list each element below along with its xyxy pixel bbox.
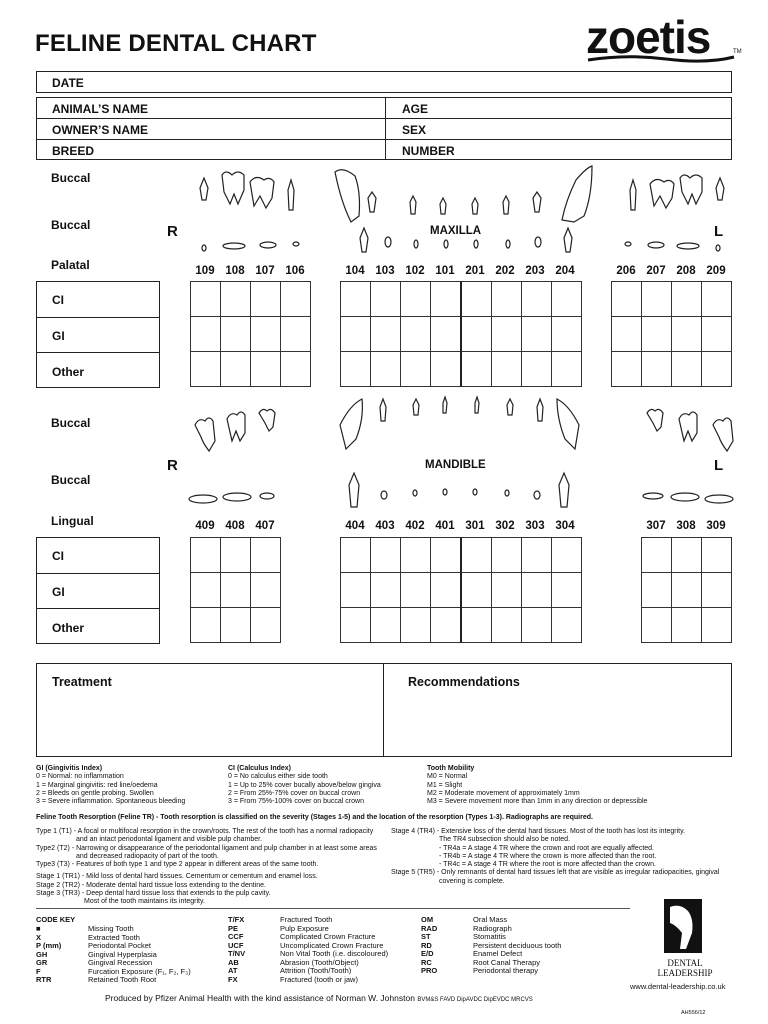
tooth-number: 404 (345, 520, 365, 532)
maxilla-ci-label: CI (52, 293, 64, 307)
grid-cell[interactable] (401, 538, 431, 573)
tr-line: Stage 5 (TR5) - Only remnants of dental hard tissues left that are visible as irregular radiopacities, gingival (391, 869, 720, 877)
grid-cell[interactable] (672, 352, 702, 387)
grid-cell[interactable] (341, 538, 371, 573)
logo-swoosh-icon (586, 52, 736, 66)
mandible-right-marker: R (167, 457, 178, 474)
grid-cell[interactable] (251, 573, 281, 608)
ci-legend-item: 2 = From 25%-75% cover on buccal crown (228, 789, 361, 797)
maxilla-gi-label: GI (52, 329, 65, 343)
code-key: GH (36, 949, 48, 959)
tr-line: Most of the tooth maintains its integrity. (84, 898, 205, 906)
code-key: PE (228, 923, 239, 933)
tr-line: and an intact periodontal ligament and visible pulp chamber. (76, 836, 263, 844)
code-desc: Attrition (Tooth/Tooth) (280, 966, 352, 975)
code-key: GR (36, 958, 48, 967)
code-desc: Complicated Crown Fracture (280, 932, 376, 941)
grid-cell[interactable] (401, 317, 431, 352)
maxilla-right-numbers (190, 265, 310, 277)
tr-line: Stage 2 (TR2) - Moderate dental hard tissue loss extending to the dentine. (36, 881, 266, 889)
chart-title: FELINE DENTAL CHART (35, 30, 317, 57)
grid-cell[interactable] (251, 282, 281, 317)
gi-legend-item: 0 = Normal: no inflammation (36, 773, 124, 781)
grid-cell[interactable] (552, 282, 582, 317)
code-key: RTR (36, 975, 52, 984)
grid-cell[interactable] (642, 282, 672, 317)
tooth-number: 208 (676, 265, 696, 277)
ci-legend (228, 765, 423, 806)
maxilla-buccal-label-2: Buccal (51, 218, 91, 232)
code-desc: Missing Tooth (88, 924, 134, 933)
tr-stages-legend (391, 828, 736, 886)
grid-cell[interactable] (401, 608, 431, 643)
maxilla-palatal-label: Palatal (51, 258, 90, 272)
tooth-number: 108 (225, 265, 245, 277)
tr-line: and decreased radiopacity of part of the tooth. (76, 852, 219, 860)
grid-cell[interactable] (341, 352, 371, 387)
grid-cell[interactable] (401, 282, 431, 317)
mandible-gi-label: GI (52, 585, 65, 599)
grid-cell[interactable] (552, 608, 582, 643)
maxilla-other-label: Other (52, 365, 85, 379)
grid-cell[interactable] (191, 608, 221, 643)
tooth-number: 202 (495, 265, 515, 277)
code-desc: Persistent deciduous tooth (473, 940, 562, 950)
mandible-lingual-label: Lingual (51, 514, 94, 528)
grid-cell[interactable] (672, 538, 702, 573)
grid-cell[interactable] (341, 573, 371, 608)
grid-cell[interactable] (552, 573, 582, 608)
tooth-number: 408 (225, 520, 245, 532)
age-field[interactable]: AGE (402, 102, 429, 116)
code-desc: Abrasion (Tooth/Object) (280, 957, 359, 967)
produced-text: Produced by Pfizer Animal Health with the kind assistance of Norman W. Johnston (105, 993, 415, 1003)
maxilla-left-numbers (611, 265, 731, 277)
tr-line: - TR4b = A stage 4 TR where the crown is more affected than the root. (439, 852, 657, 860)
grid-cell[interactable] (702, 573, 732, 608)
ci-legend-item: 3 = From 75%-100% cover on buccal crown (228, 798, 364, 806)
tooth-number: 104 (345, 265, 365, 277)
tooth-number: 101 (435, 265, 455, 277)
date-box[interactable] (36, 71, 732, 93)
gi-legend-item: 1 = Marginal gingivitis: red line/oedema (36, 781, 158, 789)
code-desc: Extracted Tooth (88, 932, 140, 942)
code-desc: Furcation Exposure (F₁, F₂, F₃) (88, 966, 191, 976)
gi-legend-item: 3 = Severe inflammation. Spontaneous bleeding (36, 798, 186, 806)
grid-cell[interactable] (431, 538, 462, 573)
maxilla-right-marker: R (167, 223, 178, 240)
code-key: PRO (421, 966, 438, 975)
mobility-legend-item: M0 = Normal (427, 773, 468, 781)
reference-code: AH556/12 (681, 1010, 706, 1016)
grid-cell[interactable] (371, 608, 401, 643)
grid-cell[interactable] (642, 317, 672, 352)
grid-cell[interactable] (431, 352, 462, 387)
mandible-right-grid[interactable] (190, 537, 281, 643)
grid-cell[interactable] (702, 538, 732, 573)
grid-cell[interactable] (191, 352, 221, 387)
ci-legend-title: CI (Calculus Index) (228, 765, 292, 772)
code-key: CCF (228, 932, 244, 941)
tr-line: Stage 3 (TR3) - Deep dental hard tissue loss that extends to the pulp cavity. (36, 890, 271, 898)
tr-line: Type2 (T2) - Narrowing or disappearance of the periodontal ligament and pulp chamber in at least some areas (36, 844, 377, 852)
grid-cell[interactable] (492, 538, 522, 573)
code-desc: Gingival Hyperplasia (88, 949, 157, 959)
code-desc: Fractured Tooth (280, 915, 333, 924)
mobility-legend (427, 765, 727, 806)
grid-cell[interactable] (702, 608, 732, 643)
tr-line: covering is complete. (439, 877, 505, 885)
grid-cell[interactable] (522, 608, 552, 643)
grid-cell[interactable] (461, 573, 492, 608)
code-missing-tooth-icon: ■ (36, 924, 41, 933)
code-key: T/FX (228, 915, 245, 924)
tooth-number: 403 (375, 520, 395, 532)
grid-cell[interactable] (492, 352, 522, 387)
tr-line: Stage 1 (TR1) - Mild loss of dental hard tissues. Cementum or cementum and enamel loss. (36, 873, 318, 881)
recommendations-field[interactable] (386, 694, 729, 754)
tooth-number: 303 (525, 520, 545, 532)
code-key: ST (421, 932, 431, 941)
dental-leadership-logo-icon (662, 897, 704, 955)
tr-line: The TR4 subsection should also be noted. (439, 836, 571, 844)
tooth-number: 103 (375, 265, 395, 277)
recommendations-label: Recommendations (408, 675, 520, 689)
grid-cell[interactable] (672, 573, 702, 608)
code-key: FX (228, 974, 238, 984)
mandible-row-labels (36, 537, 160, 644)
maxilla-left-grid[interactable] (611, 281, 732, 387)
mandible-left-numbers (641, 520, 731, 532)
grid-cell[interactable] (642, 538, 672, 573)
tooth-number: 308 (676, 520, 696, 532)
tooth-number: 309 (706, 520, 726, 532)
owner-name-field[interactable]: OWNER’S NAME (52, 123, 148, 137)
grid-cell[interactable] (522, 538, 552, 573)
grid-cell[interactable] (251, 317, 281, 352)
grid-cell[interactable] (461, 352, 492, 387)
grid-cell[interactable] (642, 573, 672, 608)
maxilla-buccal-label-1: Buccal (51, 171, 91, 185)
code-desc: Non Vital Tooth (i.e. discoloured) (280, 949, 389, 958)
grid-cell[interactable] (461, 608, 492, 643)
grid-cell[interactable] (702, 282, 732, 317)
grid-cell[interactable] (401, 573, 431, 608)
grid-cell[interactable] (492, 317, 522, 352)
code-desc: Oral Mass (473, 915, 508, 924)
grid-cell[interactable] (281, 317, 311, 352)
mandible-right-numbers (190, 520, 280, 532)
code-desc: Uncomplicated Crown Fracture (280, 940, 384, 950)
grid-cell[interactable] (492, 573, 522, 608)
mobility-legend-item: M2 = Moderate movement of approximately 1mm (427, 789, 580, 797)
grid-cell[interactable] (221, 282, 251, 317)
grid-cell[interactable] (341, 317, 371, 352)
mandible-ci-label: CI (52, 549, 64, 563)
code-desc: Periodontal therapy (473, 966, 539, 975)
mandible-left-marker: L (714, 457, 724, 474)
tr-types-legend (36, 828, 391, 907)
tr-line: Type3 (T3) - Features of both type 1 and type 2 appear in different areas of the same tooth. (36, 861, 319, 869)
grid-cell[interactable] (341, 282, 371, 317)
maxilla-teeth-diagram (190, 160, 750, 260)
grid-cell[interactable] (431, 282, 462, 317)
notes-box (36, 663, 732, 757)
code-key: P (mm) (36, 941, 62, 950)
grid-cell[interactable] (522, 317, 552, 352)
ci-legend-item: 0 = No calculus either side tooth (228, 773, 328, 781)
grid-cell[interactable] (221, 317, 251, 352)
mandible-other-label: Other (52, 621, 85, 635)
maxilla-mid-grid[interactable] (340, 281, 582, 387)
tooth-number: 302 (495, 520, 515, 532)
grid-cell[interactable] (191, 573, 221, 608)
grid-cell[interactable] (642, 352, 672, 387)
grid-cell[interactable] (191, 282, 221, 317)
grid-cell[interactable] (672, 317, 702, 352)
code-key: UCF (228, 940, 244, 950)
code-desc: Radiograph (473, 923, 512, 933)
breed-field[interactable]: BREED (52, 144, 95, 158)
code-key-col2 (228, 916, 418, 984)
tooth-number: 102 (405, 265, 425, 277)
grid-cell[interactable] (642, 608, 672, 643)
grid-cell[interactable] (492, 608, 522, 643)
tooth-number: 402 (405, 520, 425, 532)
grid-cell[interactable] (612, 282, 642, 317)
patient-info-box (36, 97, 732, 160)
maxilla-label: MAXILLA (430, 225, 482, 237)
code-key-title: CODE KEY (36, 915, 76, 924)
mandible-buccal-label-2: Buccal (51, 473, 91, 487)
tooth-number: 107 (255, 265, 275, 277)
mandible-left-grid[interactable] (641, 537, 732, 643)
tooth-number: 203 (525, 265, 545, 277)
grid-cell[interactable] (251, 608, 281, 643)
tr-line: Type 1 (T1) - A focal or multifocal resorption in the crown/roots. The rest of the tooth has a normal radiopacity (36, 828, 374, 835)
grid-cell[interactable] (251, 538, 281, 573)
tooth-number: 409 (195, 520, 215, 532)
mandible-mid-numbers (340, 520, 580, 532)
grid-cell[interactable] (702, 317, 732, 352)
grid-cell[interactable] (461, 317, 492, 352)
tooth-number: 209 (706, 265, 726, 277)
animal-name-field[interactable]: ANIMAL’S NAME (52, 102, 148, 116)
grid-cell[interactable] (702, 352, 732, 387)
maxilla-mid-numbers (340, 265, 580, 277)
code-key-col1 (36, 925, 226, 985)
credentials-text: BVM&S FAVD DipAVDC DipEVDC MRCVS (417, 997, 533, 1003)
grid-cell[interactable] (371, 282, 401, 317)
tooth-number: 201 (465, 265, 485, 277)
grid-cell[interactable] (522, 352, 552, 387)
grid-cell[interactable] (401, 352, 431, 387)
grid-cell[interactable] (371, 352, 401, 387)
tooth-number: 109 (195, 265, 215, 277)
grid-cell[interactable] (612, 317, 642, 352)
code-key: RD (421, 940, 432, 950)
code-key: T/NV (228, 949, 246, 958)
code-key: AB (228, 957, 239, 967)
code-key: E/D (421, 949, 434, 958)
code-desc: Fractured (tooth or jaw) (280, 974, 358, 984)
grid-cell[interactable] (221, 352, 251, 387)
code-desc: Periodontal Pocket (88, 941, 151, 950)
tr-line: - TR4a = A stage 4 TR where the crown and root are equally affected. (439, 844, 654, 852)
tooth-number: 207 (646, 265, 666, 277)
tr-title: Feline Tooth Resorption (Feline TR) - Tooth resorption is classified on the severity (Stages 1-5) and the location of the resorption (Types 1-3). Radiographs are required. (36, 814, 593, 821)
grid-cell[interactable] (431, 573, 462, 608)
tooth-number: 206 (616, 265, 636, 277)
number-field[interactable]: NUMBER (402, 144, 455, 158)
mandible-buccal-label-1: Buccal (51, 416, 91, 430)
maxilla-row-labels (36, 281, 160, 388)
mobility-legend-item: M1 = Slight (427, 781, 463, 789)
divider (36, 908, 630, 909)
grid-cell[interactable] (461, 282, 492, 317)
trademark: TM (733, 49, 742, 55)
website-link[interactable]: www.dental-leadership.co.uk (630, 982, 726, 991)
grid-cell[interactable] (221, 538, 251, 573)
grid-cell[interactable] (552, 352, 582, 387)
sex-field[interactable]: SEX (402, 123, 427, 137)
code-key: AT (228, 966, 238, 975)
code-key-col3 (421, 916, 621, 976)
treatment-label: Treatment (52, 675, 112, 689)
grid-cell[interactable] (281, 352, 311, 387)
produced-credit (105, 993, 533, 1003)
grid-cell[interactable] (251, 352, 281, 387)
dl-word-2: LEADERSHIP (657, 968, 713, 978)
code-desc: Retained Tooth Root (88, 975, 157, 984)
grid-cell[interactable] (371, 317, 401, 352)
grid-cell[interactable] (522, 573, 552, 608)
tooth-number: 401 (435, 520, 455, 532)
grid-cell[interactable] (431, 608, 462, 643)
tooth-number: 204 (555, 265, 575, 277)
code-desc: Gingival Recession (88, 958, 153, 967)
code-key: X (36, 932, 42, 942)
code-desc: Root Canal Therapy (473, 957, 540, 967)
grid-cell[interactable] (371, 538, 401, 573)
gi-legend-title: GI (Gingivitis Index) (36, 765, 103, 772)
tooth-number: 307 (646, 520, 666, 532)
maxilla-right-grid[interactable] (190, 281, 311, 387)
grid-cell[interactable] (522, 282, 552, 317)
grid-cell[interactable] (461, 538, 492, 573)
ci-legend-item: 1 = Up to 25% cover bucally above/below gingiva (228, 781, 381, 789)
grid-cell[interactable] (431, 317, 462, 352)
tooth-number: 301 (465, 520, 485, 532)
mandible-mid-grid[interactable] (340, 537, 582, 643)
code-key: OM (421, 915, 434, 924)
grid-cell[interactable] (492, 282, 522, 317)
code-key: F (36, 966, 41, 976)
grid-cell[interactable] (552, 317, 582, 352)
grid-cell[interactable] (191, 317, 221, 352)
dental-leadership-wordmark (640, 958, 730, 978)
code-key: RC (421, 957, 432, 967)
code-desc: Stomatitis (473, 932, 506, 941)
maxilla-left-marker: L (714, 223, 724, 240)
grid-cell[interactable] (191, 538, 221, 573)
tr-line: Stage 4 (TR4) - Extensive loss of the dental hard tissues. Most of the tooth has lost its integrity. (391, 828, 686, 835)
grid-cell[interactable] (221, 608, 251, 643)
mobility-legend-item: M3 = Severe movement more than 1mm in any direction or depressible (427, 798, 648, 806)
treatment-field[interactable] (38, 694, 381, 754)
date-label: DATE (52, 76, 84, 90)
tr-line: - TR4c = A stage 4 TR where the root is more affected than the crown. (439, 861, 656, 869)
gi-legend-item: 2 = Bleeds on gentle probing. Swollen (36, 789, 154, 797)
tooth-number: 304 (555, 520, 575, 532)
grid-cell[interactable] (221, 573, 251, 608)
code-desc: Pulp Exposure (280, 923, 329, 933)
mandible-label: MANDIBLE (425, 459, 486, 471)
mobility-legend-title: Tooth Mobility (427, 765, 475, 772)
grid-cell[interactable] (552, 538, 582, 573)
grid-cell[interactable] (281, 282, 311, 317)
code-key: RAD (421, 923, 438, 933)
zoetis-logo: zoetis (586, 11, 711, 63)
grid-cell[interactable] (672, 282, 702, 317)
gi-legend (36, 765, 226, 806)
code-desc: Enamel Defect (473, 949, 523, 958)
grid-cell[interactable] (371, 573, 401, 608)
dl-word-1: DENTAL (667, 958, 703, 968)
grid-cell[interactable] (672, 608, 702, 643)
grid-cell[interactable] (612, 352, 642, 387)
tooth-number: 407 (255, 520, 275, 532)
mandible-teeth-diagram (185, 395, 745, 520)
grid-cell[interactable] (341, 608, 371, 643)
tooth-number: 106 (285, 265, 305, 277)
